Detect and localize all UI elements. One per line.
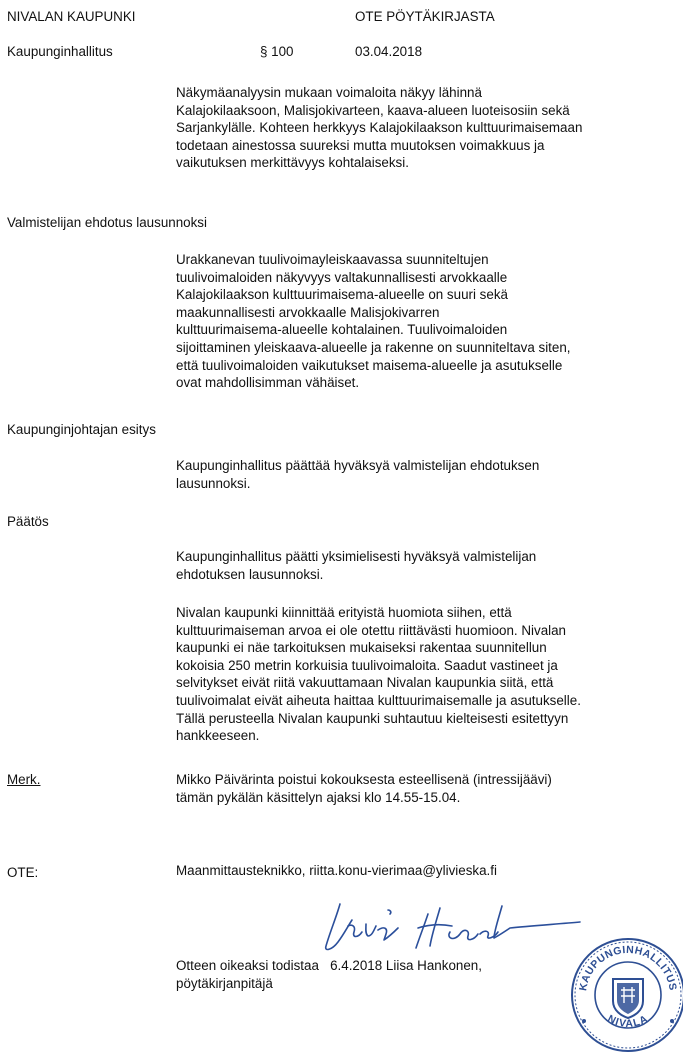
text-line: kulttuurimaisema-alueelle kohtalainen. Tuulivoimaloiden (176, 322, 508, 338)
text-line: sijoittaminen yleiskaava-alueelle ja rakenne on suunniteltava siten, (176, 339, 571, 355)
text-line: tuulivoimaloiden näkyvyys valtakunnallisesti arvokkaalle (176, 269, 508, 285)
note-paragraph (176, 771, 676, 806)
ote-label: OTE: (7, 865, 39, 880)
text-line: selvitykset eivät riitä vakuuttamaan Nivalan kaupunkia siitä, että (176, 675, 554, 691)
text-line: kokoisia 250 metrin korkuisia tuulivoimaloita. Saadut vastineet ja (176, 657, 558, 673)
intro-paragraph (176, 84, 676, 172)
text-line: Tällä perusteella Nivalan kaupunki suhtautuu kielteisesti esitettyyn (176, 710, 569, 726)
decision-paragraph (176, 548, 676, 583)
text-line: ovat mahdollisimman vähäiset. (176, 375, 360, 391)
seal-bottom-text: NIVALA (605, 1012, 651, 1030)
certification-line: Otteen oikeaksi todistaa 6.4.2018 Liisa Hankonen, (176, 958, 482, 973)
text-line: maakunnallisesti arvokkaalle Malisjokivarren (176, 304, 440, 320)
text-line: ehdotuksen lausunnoksi. (176, 566, 324, 582)
organization-name: NIVALAN KAUPUNKI (7, 9, 136, 24)
decision-heading: Päätös (7, 514, 49, 529)
meeting-date: 03.04.2018 (355, 44, 423, 59)
text-line: Kalajokilaakson kulttuurimaisema-alueelle on suuri sekä (176, 287, 508, 303)
text-line: Sarjankylälle. Kohteen herkkyys Kalajokilaakson kulttuurimaisemaan (176, 120, 583, 136)
text-line: Kalajokilaaksoon, Malisjokivarteen, kaava-alueen luoteisosiin sekä (176, 102, 570, 118)
text-line: vaikutuksen merkittävyys kohtalaiseksi. (176, 155, 409, 171)
svg-text:NIVALA (606, 1013, 651, 1030)
text-line: lausunnoksi. (176, 475, 251, 491)
mayor-paragraph (176, 457, 676, 492)
recipient-line: Maanmittausteknikko, riitta.konu-vierimaa@ylivieska.fi (176, 863, 497, 878)
decision-paragraph-2 (176, 604, 676, 745)
text-line: Urakkanevan tuulivoimayleiskaavassa suunniteltujen (176, 252, 489, 267)
text-line: Nivalan kaupunki kiinnittää erityistä huomiota siihen, että (176, 605, 512, 620)
document-type: OTE PÖYTÄKIRJASTA (355, 9, 495, 24)
preparer-paragraph (176, 251, 676, 392)
text-line: kulttuurimaiseman arvoa ei ole otettu riittävästi huomioon. Nivalan (176, 622, 567, 638)
text-line: Kaupunginhallitus päättää hyväksyä valmistelijan ehdotuksen (176, 458, 540, 473)
text-line: että tuulivoimaloiden vaikutukset maisema-alueelle ja asutukselle (176, 357, 563, 373)
governing-body: Kaupunginhallitus (7, 44, 113, 59)
official-seal (568, 935, 683, 1055)
text-line: hankkeeseen. (176, 728, 260, 744)
section-number: § 100 (260, 44, 294, 59)
mayor-heading: Kaupunginjohtajan esitys (7, 422, 156, 437)
text-line: tämän pykälän käsittelyn ajaksi klo 14.55-15.04. (176, 789, 461, 805)
certifier-title: pöytäkirjanpitäjä (176, 976, 273, 991)
text-line: Kaupunginhallitus päätti yksimielisesti hyväksyä valmistelijan (176, 549, 537, 564)
text-line: todetaan ainestossa suureksi mutta muutoksen voimakkuus ja (176, 137, 545, 153)
text-line: Mikko Päivärinta poistui kokouksesta esteellisenä (intressijäävi) (176, 772, 552, 787)
preparer-heading: Valmistelijan ehdotus lausunnoksi (7, 215, 207, 230)
seal-top-text: KAUPUNGINHALLITUS (577, 943, 679, 992)
text-line: tuulivoimalat eivät aiheuta haittaa kulttuurimaisemalle ja asutukselle. (176, 692, 581, 708)
note-label: Merk. (7, 772, 41, 787)
text-line: kaupunki ei näe tarkoituksen mukaiseksi rakentaa suunnitellun (176, 640, 547, 656)
text-line: Näkymäanalyysin mukaan voimaloita näkyy lähinnä (176, 85, 482, 100)
coat-of-arms-icon (613, 979, 643, 1018)
handwritten-signature (318, 896, 588, 956)
